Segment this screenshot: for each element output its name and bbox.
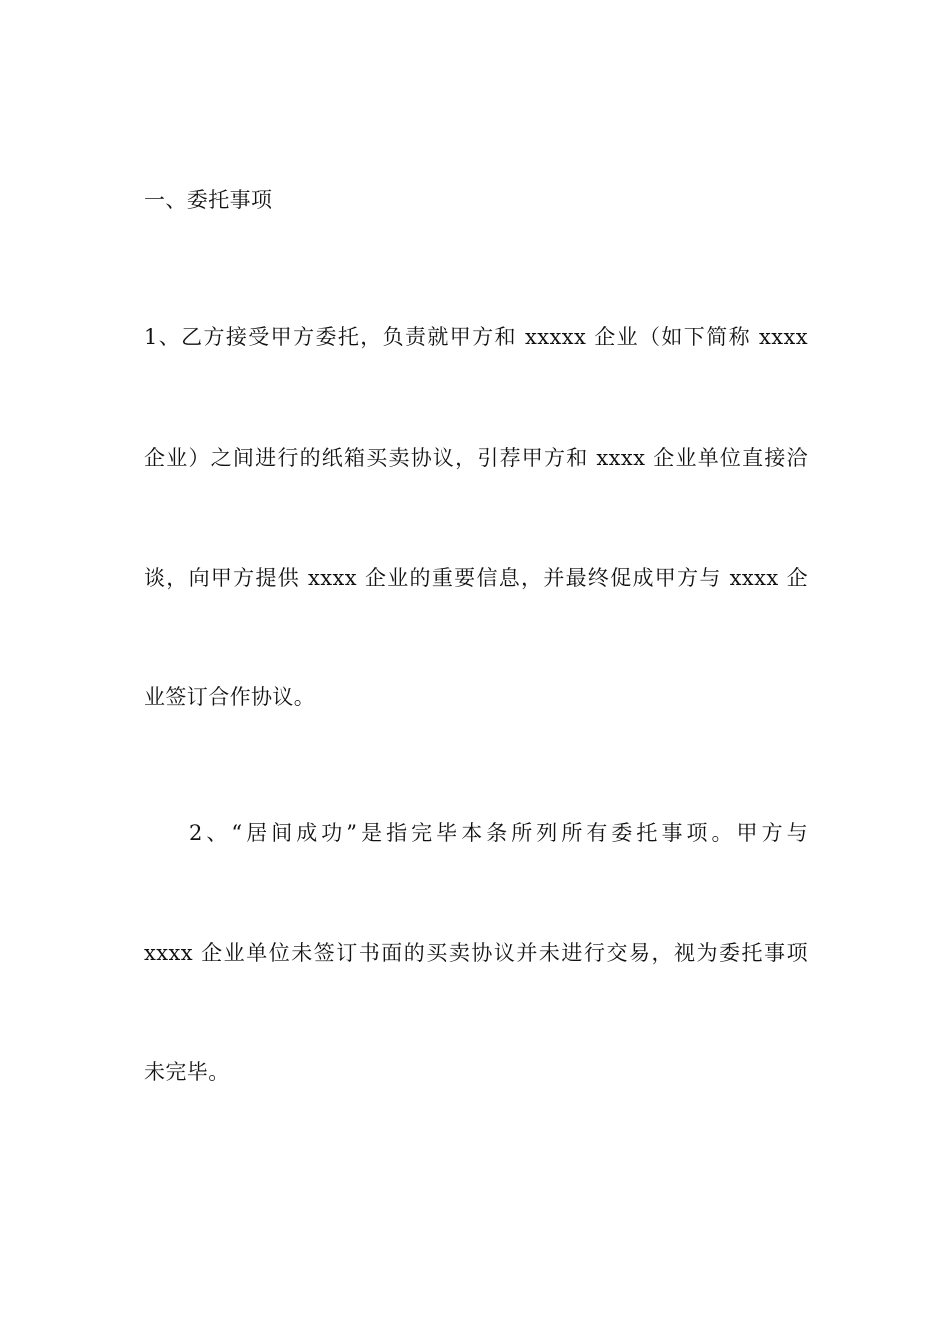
item2-line-2: xxxx 企业单位未签订书面的买卖协议并未进行交易，视为委托事项 <box>144 941 808 965</box>
item1-line-4: 业签订合作协议。 <box>144 685 316 709</box>
section-heading: 一、委托事项 <box>144 188 273 212</box>
item1-line-2: 企业）之间进行的纸箱买卖协议，引荐甲方和 xxxx 企业单位直接洽 <box>144 446 808 470</box>
item2-line-3: 未完毕。 <box>144 1060 230 1084</box>
item2-line-1: 2、“居间成功”是指完毕本条所列所有委托事项。甲方与 <box>189 821 808 845</box>
item1-line-3: 谈，向甲方提供 xxxx 企业的重要信息，并最终促成甲方与 xxxx 企 <box>144 566 808 590</box>
item1-line-1: 1、乙方接受甲方委托，负责就甲方和 xxxxx 企业（如下简称 xxxx <box>144 325 808 349</box>
